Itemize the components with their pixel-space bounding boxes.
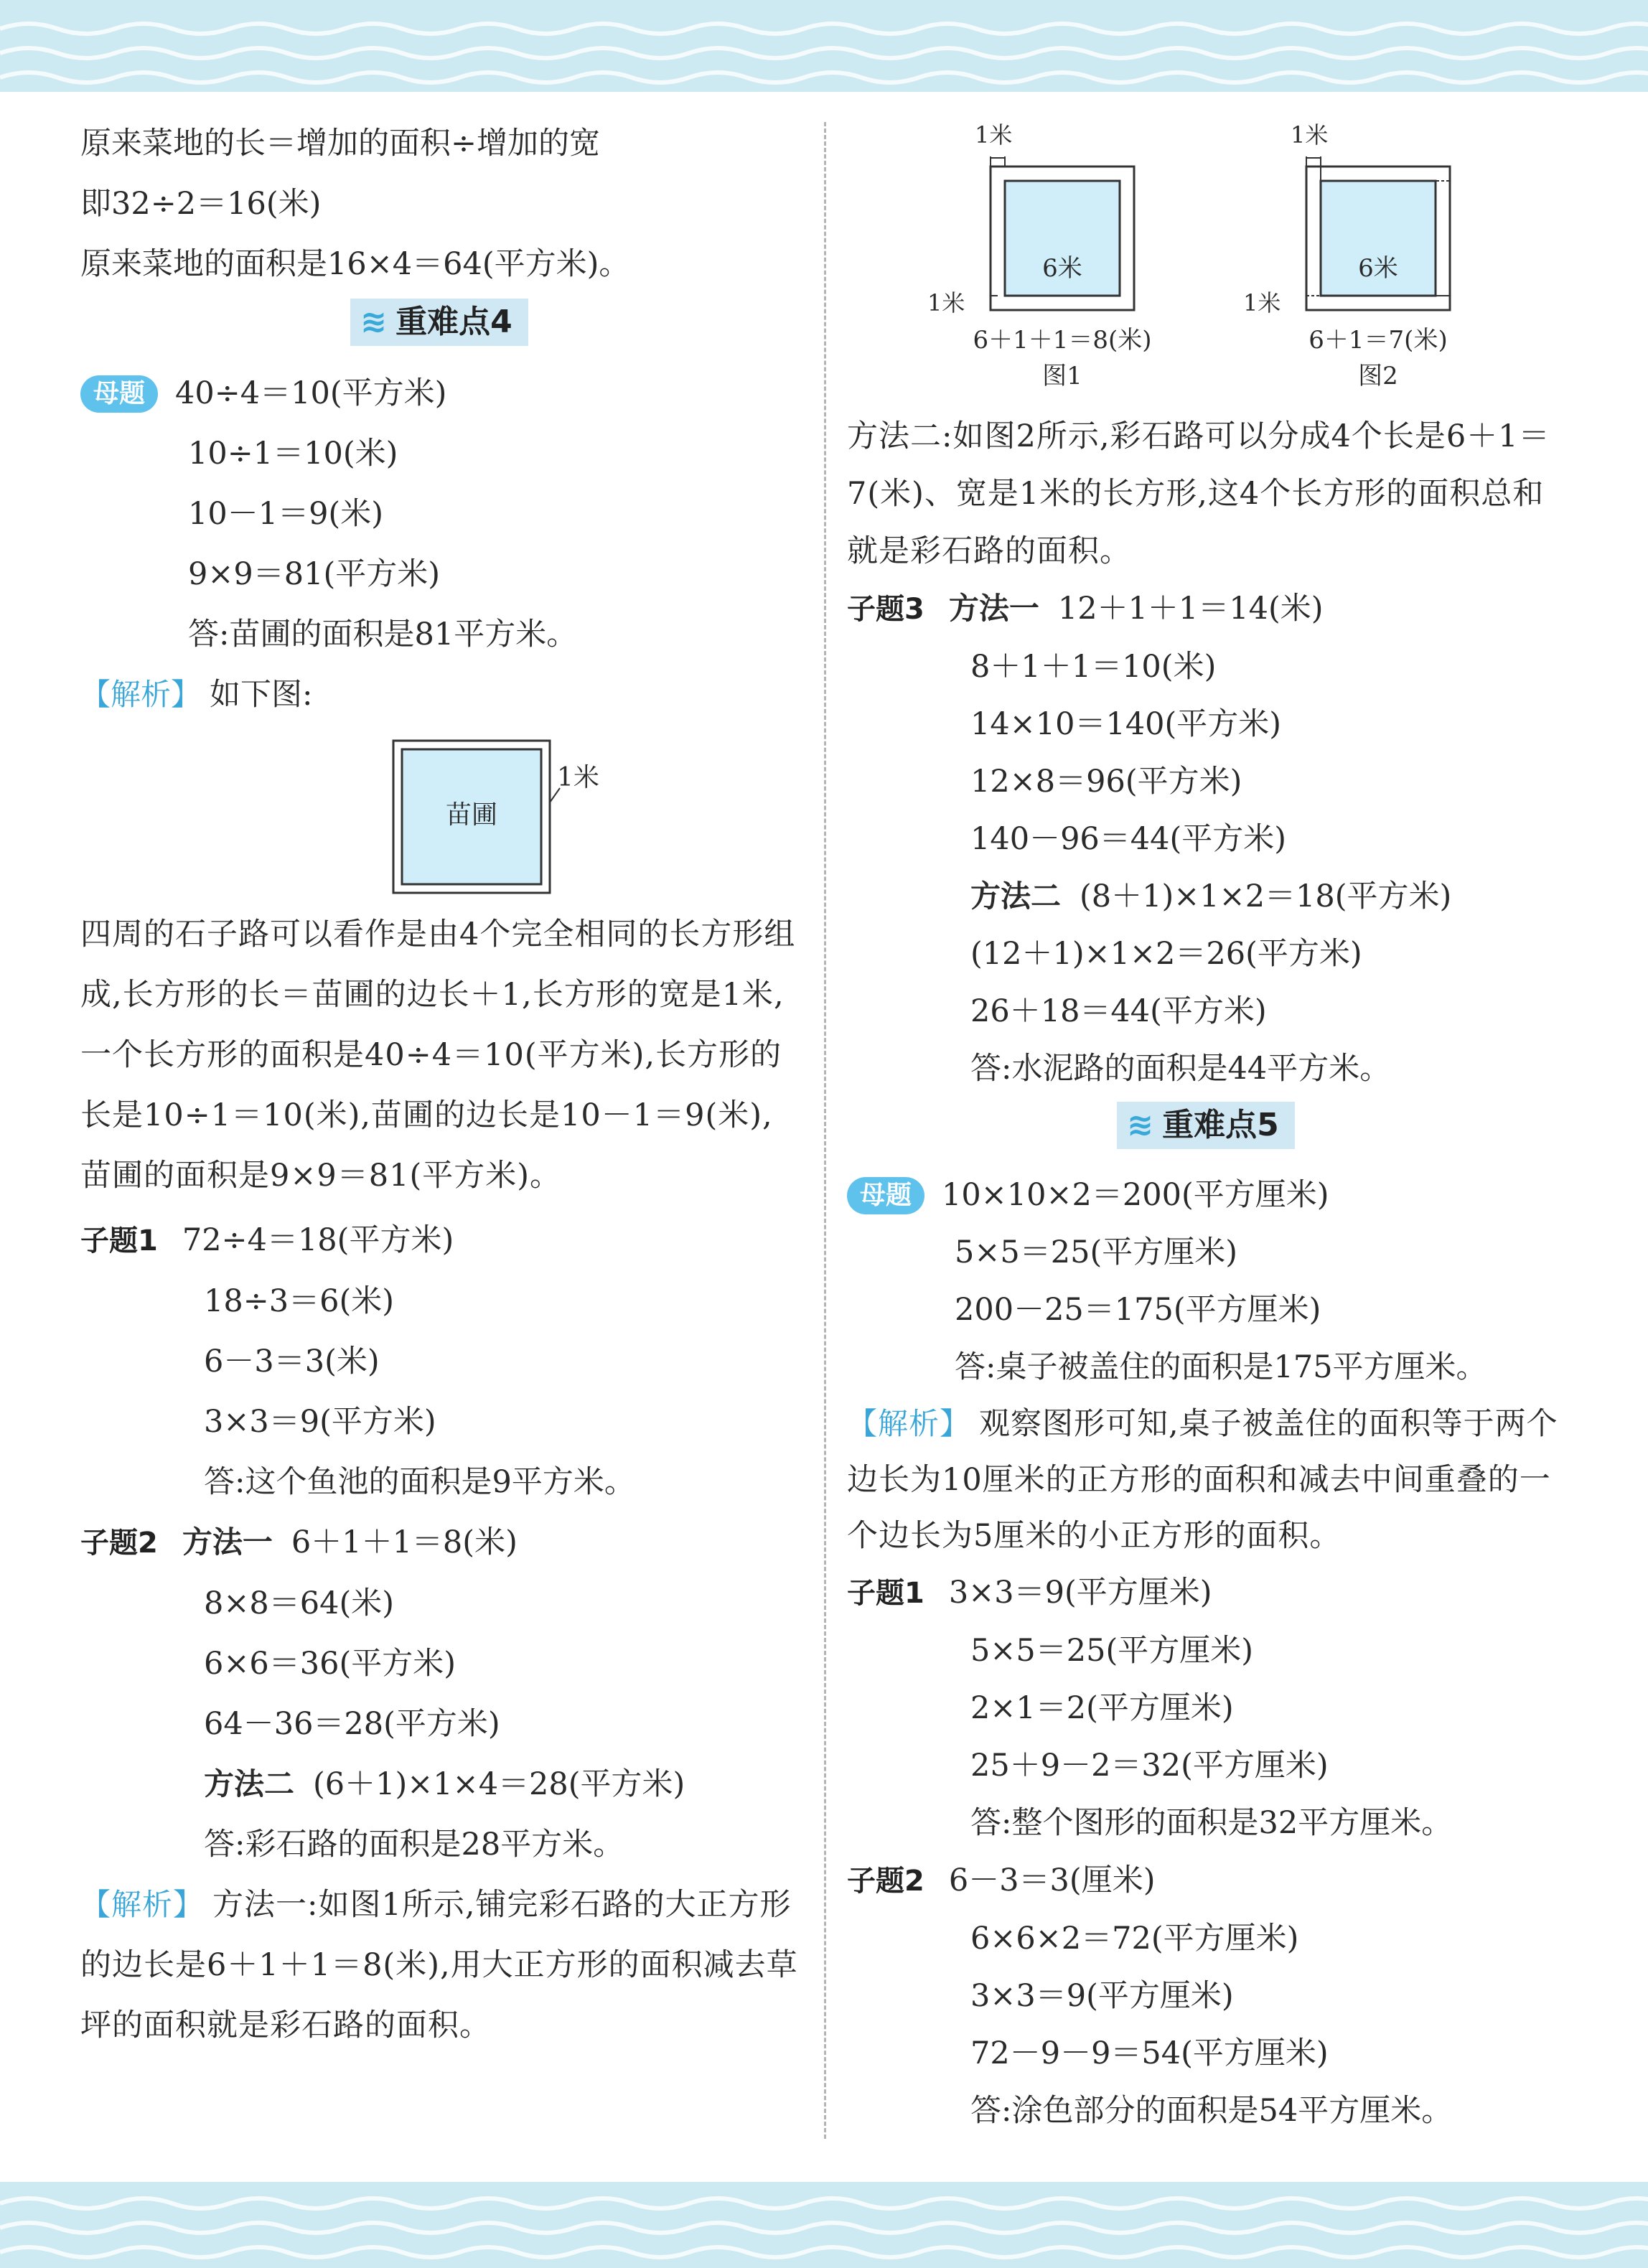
method-2-label: 方法二 bbox=[970, 878, 1062, 914]
intro-line: 原来菜地的面积是16×4＝64(平方米)。 bbox=[80, 246, 630, 282]
fig1-top-dim: 1米 bbox=[975, 121, 1013, 149]
solution-line: 26＋18＝44(平方米) bbox=[970, 993, 1267, 1029]
mother-problem-line: 母题 10×10×2＝200(平方厘米) bbox=[847, 1166, 1565, 1224]
solution-line: 2×1＝2(平方厘米) bbox=[970, 1690, 1234, 1726]
section-heading-4: ≋ 重难点4 bbox=[80, 297, 798, 360]
solution-line: 3×3＝9(平方米) bbox=[204, 1404, 436, 1440]
mother-problem-badge: 母题 bbox=[847, 1177, 924, 1214]
mother-problem-line: 母题 40÷4＝10(平方米) bbox=[80, 363, 798, 423]
subproblem-3-tag: 子题3 bbox=[847, 593, 924, 626]
solution-line: 6－3＝3(米) bbox=[204, 1344, 380, 1379]
fig1-caption: 图1 bbox=[1042, 362, 1082, 390]
solution-line: 12×8＝96(平方米) bbox=[970, 764, 1242, 800]
solution-line: 200－25＝175(平方厘米) bbox=[955, 1292, 1321, 1328]
top-wave-band bbox=[0, 0, 1648, 92]
analysis-label: 【解析】 bbox=[847, 1406, 971, 1441]
solution-line: 5×5＝25(平方厘米) bbox=[970, 1633, 1254, 1669]
analysis-line: 【解析】 如下图: bbox=[80, 677, 313, 713]
fig2-formula: 6＋1＝7(米) bbox=[1308, 326, 1448, 355]
answer-line: 答:这个鱼池的面积是9平方米。 bbox=[204, 1464, 635, 1500]
solution-line: 9×9＝81(平方米) bbox=[188, 556, 441, 592]
nursery-label: 苗圃 bbox=[445, 800, 497, 830]
fig1-side-dim: 1米 bbox=[927, 289, 965, 317]
column-divider bbox=[824, 122, 826, 2139]
subproblem-1-tag: 子题1 bbox=[80, 1224, 158, 1257]
fig1-inner-label: 6米 bbox=[1042, 254, 1082, 283]
fig2-inner-label: 6米 bbox=[1358, 254, 1398, 283]
solution-line: 10－1＝9(米) bbox=[188, 496, 383, 532]
subproblem-2-line: 子题2 方法一 6＋1＋1＝8(米) bbox=[80, 1512, 798, 1573]
analysis-paragraph: 四周的石子路可以看作是由4个完全相同的长方形组成,长方形的长＝苗圃的边长＋1,长方形的宽是1米,一个长方形的面积是40÷4＝10(平方米),长方形的长是10÷1＝10(米),苗圃的边长是10－1＝9(米),苗圃的面积是9×9＝81(平方米)。 bbox=[80, 917, 796, 1194]
wave-icon: ≋ bbox=[1127, 1107, 1154, 1143]
solution-line: 14×10＝140(平方米) bbox=[970, 706, 1282, 742]
nursery-figure bbox=[80, 731, 798, 897]
subproblem-3-line: 子题3 方法一 12＋1＋1＝14(米) bbox=[847, 580, 1565, 638]
solution-line: 3×3＝9(平方厘米) bbox=[970, 1978, 1234, 2014]
solution-line: 5×5＝25(平方厘米) bbox=[955, 1234, 1238, 1270]
method-2-paragraph: 方法二:如图2所示,彩石路可以分成4个长是6＋1＝7(米)、宽是1米的长方形,这4个长方形的面积总和就是彩石路的面积。 bbox=[847, 418, 1550, 569]
analysis-paragraph-2: 【解析】 方法一:如图1所示,铺完彩石路的大正方形的边长是6＋1＋1＝8(米),用大正方形的面积减去草坪的面积就是彩石路的面积。 bbox=[80, 1887, 798, 2043]
solution-line: 6×6×2＝72(平方厘米) bbox=[970, 1921, 1299, 1957]
subproblem-2-tag: 子题2 bbox=[80, 1527, 158, 1560]
fig2-top-dim: 1米 bbox=[1291, 121, 1329, 149]
fig2-caption: 图2 bbox=[1358, 362, 1398, 390]
answer-line: 答:水泥路的面积是44平方米。 bbox=[970, 1051, 1391, 1087]
fig1-formula: 6＋1＋1＝8(米) bbox=[973, 326, 1152, 355]
solution-line: 64－36＝28(平方米) bbox=[204, 1706, 500, 1742]
intro-line: 即32÷2＝16(米) bbox=[80, 186, 322, 222]
answer-line: 答:苗圃的面积是81平方米。 bbox=[188, 617, 578, 652]
solution-line: 72－9－9＝54(平方厘米) bbox=[970, 2035, 1329, 2071]
mother-problem-badge: 母题 bbox=[80, 375, 158, 413]
answer-line: 答:桌子被盖住的面积是175平方厘米。 bbox=[955, 1349, 1487, 1385]
subproblem-1-line: 子题1 3×3＝9(平方厘米) bbox=[847, 1564, 1565, 1622]
solution-line: (12＋1)×1×2＝26(平方米) bbox=[970, 936, 1362, 972]
solution-line: 25＋9－2＝32(平方厘米) bbox=[970, 1748, 1329, 1784]
answer-line: 答:整个图形的面积是32平方厘米。 bbox=[970, 1805, 1453, 1841]
intro-line: 原来菜地的长＝增加的面积÷增加的宽 bbox=[80, 126, 601, 161]
solution-line: 8＋1＋1＝10(米) bbox=[970, 649, 1217, 685]
lawn-figures bbox=[847, 113, 1565, 400]
path-width-label: 1米 bbox=[557, 763, 599, 792]
method-1-label: 方法一 bbox=[182, 1524, 273, 1560]
analysis-label: 【解析】 bbox=[80, 677, 202, 712]
subproblem-2-tag: 子题2 bbox=[847, 1865, 924, 1898]
bottom-wave-band bbox=[0, 2182, 1648, 2268]
right-column bbox=[847, 113, 1565, 2140]
wave-icon: ≋ bbox=[360, 304, 388, 340]
method-2-line: 方法二 (8＋1)×1×2＝18(平方米) bbox=[970, 878, 1452, 914]
method-1-label: 方法一 bbox=[948, 591, 1039, 626]
method-2-label: 方法二 bbox=[204, 1766, 295, 1801]
solution-line: 8×8＝64(米) bbox=[204, 1585, 395, 1621]
section-heading-5: ≋ 重难点5 bbox=[847, 1100, 1565, 1163]
left-column bbox=[80, 113, 798, 2056]
subproblem-2-line: 子题2 6－3＝3(厘米) bbox=[847, 1852, 1565, 1910]
analysis-paragraph: 【解析】 观察图形可知,桌子被盖住的面积等于两个边长为10厘米的正方形的面积和减去中间重叠的一个边长为5厘米的小正方形的面积。 bbox=[847, 1406, 1558, 1554]
answer-line: 答:彩石路的面积是28平方米。 bbox=[204, 1827, 624, 1862]
solution-line: 6×6＝36(平方米) bbox=[204, 1646, 457, 1682]
solution-line: 10÷1＝10(米) bbox=[188, 436, 398, 472]
method-2-line: 方法二 (6＋1)×1×4＝28(平方米) bbox=[204, 1766, 685, 1802]
subproblem-1-tag: 子题1 bbox=[847, 1577, 924, 1610]
subproblem-1-line: 子题1 72÷4＝18(平方米) bbox=[80, 1210, 798, 1271]
analysis-label: 【解析】 bbox=[80, 1887, 205, 1922]
answer-line: 答:涂色部分的面积是54平方厘米。 bbox=[970, 2093, 1453, 2129]
fig2-side-dim: 1米 bbox=[1243, 289, 1281, 317]
solution-line: 18÷3＝6(米) bbox=[204, 1283, 395, 1319]
solution-line: 140－96＝44(平方米) bbox=[970, 821, 1287, 857]
